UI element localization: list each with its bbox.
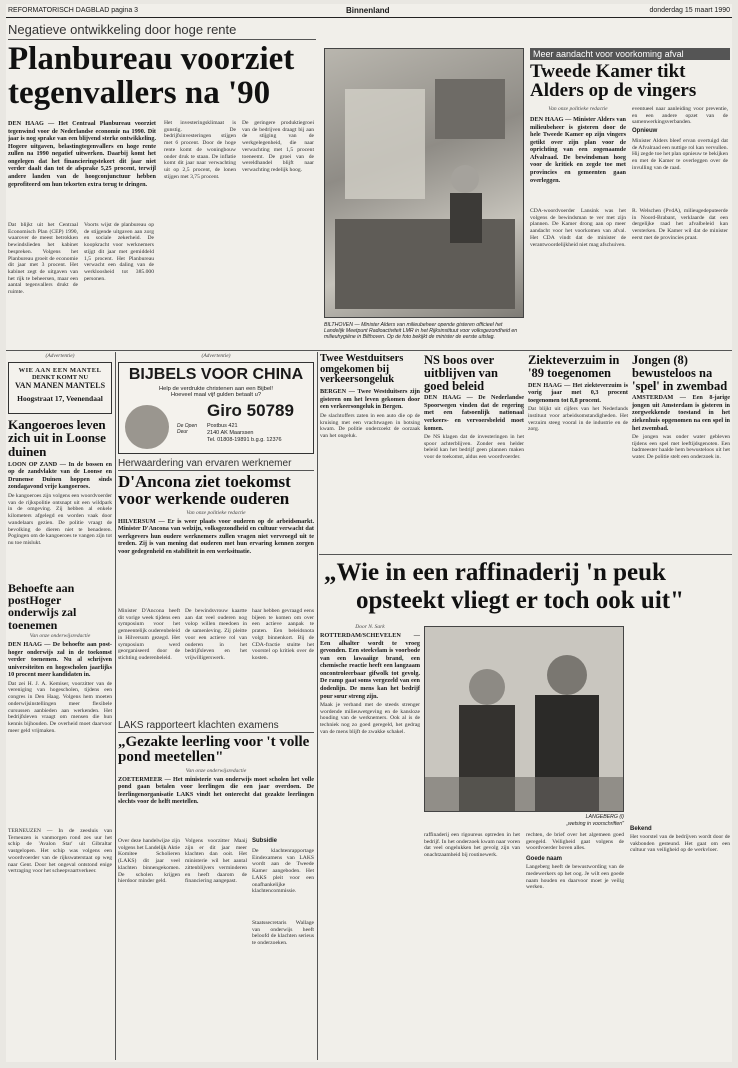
article-planbureau — [8, 22, 316, 344]
article-body: Het voorstel van de bedrijven wordt door de vakbonden gesteund. Het gaat om een cultuur van veiligheid op de werkvloer. — [630, 834, 730, 854]
article-headline: Kangoeroes leven zich uit in Loonse duinen — [8, 418, 106, 459]
article-body-col3: Het investeringsklimaat is gunstig. De bedrijfsinvesteringen stijgen met 6 procent. Door de hoge rente komt de woningbouw onder druk te staan. De inflatie komt dit jaar naar verwachting uit op 2,5 procent, de lonen stijgen met 3,75 procent. — [164, 120, 236, 180]
article-lead: DEN HAAG — Het Centraal Planbureau voorziet tegenwind voor de Nederlandse economie na 1990. Dit jaar is nog sprake van een blijvend sterke ontwikkeling. Hogere uitgaven, belastingtegenvallers en hoge rente zullen na 1990 negatief uitwerken. Daarbij komt het ongelegen dat het financieringstekort dit jaar niet verder daalt dan tot de afsprake 5,25 procent, terwijl andere landen van de hoogconjunctuur hebben geprofiteerd om hun tekorten extra terug te dringen. — [8, 120, 156, 188]
article-headline: Planbureau voorziet — [8, 41, 295, 77]
ad-org-logo: De Open Deur — [177, 423, 198, 435]
ad-address1: Postbus 421 — [207, 423, 238, 429]
article-kangoeroes — [8, 418, 112, 578]
divider — [317, 352, 318, 1060]
ad-title: BIJBELS VOOR CHINA — [128, 366, 304, 383]
article-ns — [424, 354, 524, 550]
divider — [115, 352, 116, 1060]
masthead-paper-name: REFORMATORISCH DAGBLAD pagina 3 — [8, 7, 139, 14]
ad-line2: Hoeveel maal vijf gulden betaalt u? — [170, 392, 262, 398]
article-raffinaderij-headline: „Wie in een raffinaderij 'n peuk — [324, 559, 666, 586]
article-body-col2: eventueel naar aanleiding voor preventie, en een andere opzet van de samenwerkingsverbanden. — [632, 106, 728, 126]
article-body-col2: De bewindsvrouw kaartte aan dat veel ouderen nog volop willen meedoen in de samenleving. Zij pleitte voor een actieve rol van ouderen in het bedrijfsleven en het vrijwilligerswerk. — [185, 608, 247, 661]
article-byline: Van onze politieke redactie — [548, 106, 608, 112]
article-byline: Van onze politieke redactie — [186, 509, 246, 516]
article-lead: DEN HAAG — Het ziekteverzuim is vorig jaar met 0,3 procent toegenomen tot 8,8 procent. — [528, 381, 628, 404]
article-body: De NS klagen dat de investeringen in het spoor achterblijven. Zonder een helder beleid kan het bedrijf geen plannen maken voor de toekomst, aldus een woordvoerder. — [424, 434, 524, 461]
article-body: Dat zei H. J. A. Kemiser, voorzitter van de vereniging van hogescholen, tijdens een congres in Den Haag. Volgens hem moeten onderwijsinstellingen meer flexibele cursussen aanbieden aan werkenden. Het bedrijfsleven vraagt om mensen die hun kennis bijhouden. De overheid moet daarvoor meer geld vrijmaken. — [8, 680, 112, 734]
article-body-col1: CDA-woordvoerder Lansink was het volgens de bewindsman te ver met zijn plannen. De Kamer drong aan op meer aandacht voor het voorkomen van afval. Het CDA vindt dat de minister de verantwoordelijkheid niet mag afschuiven. — [530, 208, 626, 248]
ad-phone: Tel. 01808-19891 b.g.g. 12376 — [207, 437, 282, 443]
article-body-col2b: Minister Alders bleef ervan overtuigd dat de Afvalraad een nuttige rol kan vervullen. Hij zegde toe het plan opnieuw te bekijken en met de Kamer te overleggen over de invulling van de raad. — [632, 138, 728, 171]
ad-line1: Help de verdrukte christenen aan een Bijbel! — [158, 386, 274, 392]
article-headline: Jongen (8) bewusteloos na 'spel' in zwembad — [632, 354, 728, 393]
divider — [6, 350, 732, 351]
article-dancona — [118, 458, 314, 716]
article-body: raffinaderij een rigoureus optreden in het bedrijf. In het onderzoek kwam naar voren dat veel ongelukken het gevolg zijn van onachtzaamheid bij routinewerk. — [424, 832, 520, 859]
article-body-col2: Volgens voorzitter Maaij zijn er dit jaar meer klachten dan ooit. Het ministerie wil het aantal zittenblijvers verminderen en heeft daarom de financiering aangepast. — [185, 838, 247, 885]
ad-manten — [8, 362, 112, 414]
article-body: Maak je verband met de steeds strenger wordende milieuwetgeving en de kansloze houding van de werknemers. Ook al is de techniek nog zo goed geregeld, het gedrag van de mens blijft de zwakke schakel. — [320, 702, 420, 735]
article-body-col2c: R. Welschen (PvdA), milieugedeputeerde in Noord-Brabant, verklaarde dat een dergelijke raad het afvalbeleid kan versterken. De Kamer wil dat de minister eerst met de provincies praat. — [632, 208, 728, 241]
article-headline-line2: tegenvallers na '90 — [8, 74, 271, 111]
article-subheading: Goede naam — [526, 856, 563, 863]
ad-line1: WIE AAN EEN MANTEL — [18, 367, 102, 374]
article-headline: D'Ancona ziet toekomst — [118, 472, 291, 491]
article-lead: ZOETERMEER — Het ministerie van onderwijs moet scholen het volle pond gaan betalen voor leerlingen die een jaar overdoen. De leerlingenorganisatie LAKS vindt het onterecht dat gezakte leerlingen slechts voor de helft meetellen. — [118, 775, 314, 806]
ad-bijbels-china — [118, 362, 314, 454]
article-laks — [118, 720, 314, 1060]
article-kicker: LAKS rapporteert klachten examens — [118, 720, 314, 733]
article-lead: DEN HAAG — De behoefte aan post-hoger onderwijs zal in de toekomst verder toenemen. Nu al schrijven universiteiten en hogescholen jaarlijks 10 procent meer kandidaten in. — [8, 640, 112, 679]
article-byline: Van onze onderwijsredactie — [29, 632, 91, 639]
article-headline: NS boos over uitblijven van goed beleid — [424, 354, 498, 393]
article-body-col1: Minister D'Ancona heeft dit vorige week tijdens een symposium voor het gemeentelijk ouderenbeleid in Hilversum gezegd. Het symposium werd georganiseerd door de stichting ouderenbeleid. — [118, 608, 180, 661]
photo-langeberg — [424, 626, 624, 812]
newspaper-page — [6, 4, 732, 1062]
article-headline: Ziekteverzuim in '89 toegenomen — [528, 354, 620, 380]
article-raffinaderij-headline-line2: opsteekt vliegt er toch ook uit" — [356, 587, 684, 614]
masthead-section: Binnenland — [346, 6, 390, 15]
article-body: De slachtoffers zaten in een auto die op de kruising met een vrachtwagen in botsing kwam. De politie onderzoekt de oorzaak van het ongeluk. — [320, 412, 420, 439]
photo-caption-name: LANGEBERG (l) — [585, 814, 624, 820]
ad-giro: Giro 50789 — [207, 401, 294, 420]
article-subheading: Bekend — [630, 826, 652, 832]
article-tweede-kamer — [530, 48, 730, 378]
article-kicker: Meer aandacht voor voorkoming afval — [530, 48, 730, 60]
article-westduitsers — [320, 354, 420, 550]
ad-line2: DENKT KOMT NU — [31, 374, 89, 381]
article-lead: DEN HAAG — De Nederlandse Spoorwegen vinden dat de regering met een fatsoenlijk nationaal verkeers- en vervoersbeleid moet komen. — [424, 394, 524, 432]
article-headline-line2: Alders op de vingers — [530, 80, 697, 102]
article-body-col3: De klachtenrapportage Eindexamens van LAKS wordt aan de Tweede Kamer aangeboden. Het LAKS pleit voor een onafhankelijke klachtencommissie. — [252, 848, 314, 895]
article-body-col2: Voorts wijst de planbureau op de stijgende uitgaven aan zorg en sociale zekerheid. De koopkracht voor werknemers stijgt dit jaar met gemiddeld 1,5 procent. Het Planbureau verwacht een daling van de werkloosheid tot 385.000 personen. — [84, 222, 154, 282]
article-lead: HILVERSUM — Er is weer plaats voor ouderen op de arbeidsmarkt. Minister D'Ancona van welzijn, volksgezondheid en cultuur verwacht dat werkgevers hun oudere werknemers zullen vragen niet vervroegd uit te treden. Zij is van mening dat ouderen met hun ervaring kennen zorgen voor gedegenheid en stabiliteit in een werksituatie. — [118, 517, 314, 555]
article-lead: BERGEN — Twee Westduitsers zijn gisteren om het leven gekomen door een verkeersongeluk in Bergen. — [320, 388, 420, 411]
article-body: De kangoeroes zijn volgens een woordvoerder van de rijkspolitie ontsnapt uit een wildpark in de omgeving. Zij hebben al enkele kilometers afgelegd en worden vaak door wandelaars gezien. De politie vraagt de bevolking de dieren niet te benaderen. Pogingen om de kangoeroes te vangen zijn tot nu toe mislukt. — [8, 493, 112, 546]
article-headline: Twee Westduitsers omgekomen bij verkeersongeluk — [320, 354, 404, 386]
masthead-date: donderdag 15 maart 1990 — [649, 7, 730, 14]
article-byline: Door N. Sark — [355, 624, 385, 630]
ad-label: (Advertentie) — [201, 353, 231, 359]
ad-address: Hoogstraat 17, Veenendaal — [17, 394, 103, 403]
article-headline: Tweede Kamer tikt — [530, 61, 686, 82]
article-headline: „Gezakte leerling voor 't volle pond meetellen" — [118, 734, 310, 766]
ad-label: (Advertentie) — [45, 353, 75, 359]
article-body-col1: Over deze handelwijze zijn volgens het Landelijk Aktie Komitee Scholieren (LAKS) dit jaar veel klachten binnengekomen. De scholen krijgen hierdoor minder geld. — [118, 838, 180, 885]
article-body-continued: Langeberg heeft de bewustwording van de medewerkers op het oog. Je wilt een goede naam houden en daarvoor moet je veilig werken. — [526, 864, 624, 891]
article-lead: AMSTERDAM — Een 8-jarige jongen uit Amsterdam is gisteren in zorgwekkende toestand in het ziekenhuis opgenomen na een spel in het zwembad. — [632, 394, 730, 432]
article-jongen — [632, 354, 730, 550]
photo-caption-bilthoven: BILTHOVEN — Minister Alders van milieubeheer opende gisteren officieel het Landelijk Meetpunt Radioactiviteit LMR in het Rijksinstituut voor volksgezondheid en milieuhygiëne in Bilthoven. Op de foto bekijkt de minister de eerste uitslag. — [324, 322, 518, 341]
article-body: rechten, de brief over het algemeen goed geregeld. Veiligheid gaat volgens de woordvoerder boven alles. — [526, 832, 624, 852]
article-body-col4: De geringere produktiegroei van de bedrijven draagt bij aan de stijging van de werkgelegenheid, die naar verwachting met 1,5 procent toeneemt. De groei van de wereldhandel blijft naar verwachting redelijk hoog. — [242, 120, 314, 173]
article-body-col3: haar hebben gevraagd eens bijeen te komen om over een actieve aanpak te praten. Een beleidsnota volgt binnenkort. Bij de CDA-fractie stuitte het voorstel op kritiek over de kosten. — [252, 608, 314, 661]
article-raffinaderij-col1 — [320, 624, 420, 1060]
article-body-col3b: Staatssecretaris Wallage van onderwijs heeft beloofd de klachten serieus te onderzoeken. — [252, 920, 314, 947]
masthead — [6, 4, 732, 18]
ad-photo-child — [125, 405, 169, 449]
article-raffinaderij-col2 — [424, 832, 520, 1060]
article-ziekteverzuim — [528, 354, 628, 550]
article-body: TERNEUZEN — In de zeesluis van Terneuzen is vanmorgen rond zes uur het schip de 'Avalon Star' uit Gibraltar vastgelopen. Het schip was volgens een woordvoerder van de rijkswaterstaat op weg naar Gent. Door het ongeval ontstond enige vertraging voor het scheepvaartverkeer. — [8, 828, 112, 875]
article-body: Dat blijkt uit cijfers van het Nederlands instituut voor arbeidsomstandigheden. Het verzuim steeg vooral in de industrie en de zorg. — [528, 406, 628, 433]
photo-caption: „wetsing in voorschriften" — [566, 821, 624, 827]
article-kicker: Negatieve ontwikkeling door hoge rente — [8, 22, 316, 40]
article-behoefte — [8, 582, 112, 824]
article-lead: ROTTERDAM/SCHEVELEN — Een alhalter wordt te vroeg gevonden. Een steekvlam is voorbode van een lawaaiige brand, een chemische reactie heeft een langzaam oncontroleerbaar gifwolk tot gevolg. De ramp gaat soms vergezeld van een dodenlijn. De mens kan het bedrijf pour sœur streng zijn. — [320, 632, 420, 700]
ad-line3: VAN MANEN MANTELS — [14, 381, 106, 390]
article-lead: DEN HAAG — Minister Alders van milieubeheer is gisteren door de hele Tweede Kamer op zijn vingers getikt over zijn plan voor de oprichting van een zogenaamde Afvalraad. De bewindsman hoeg voor de kritiek en zegde toe met provincies en gemeenten gaan overleggen. — [530, 116, 626, 184]
article-subheading: Subsidie — [252, 838, 278, 844]
article-body-col1: Dat blijkt uit het Centraal Economisch Plan (CEP) 1990, waarover de meest betrokken bewindslieden het kabinet bespreken. Volgens het Planbureau groeit de economie dit jaar met 3 procent. Het kabinet zegt de uitgaven van het rijk te beheersen, maar een aantal tegenvallers drukt de ruimte. — [8, 222, 78, 296]
article-headline-line2: voor werkende ouderen — [118, 489, 290, 509]
article-subheading: Opnieuw — [632, 128, 658, 134]
article-kicker: Herwaardering van ervaren werknemer — [118, 458, 314, 471]
article-byline: Van onze onderwijsredactie — [185, 767, 247, 774]
article-raffinaderij-col3 — [526, 832, 624, 1060]
article-headline: Behoefte aan postHoger onderwijs zal toenemen — [8, 582, 77, 632]
photo-illustration — [325, 49, 524, 318]
divider — [319, 554, 732, 555]
photo-illustration — [425, 627, 624, 812]
article-raffinaderij-col4 — [630, 626, 730, 1060]
article-terneuzen — [8, 828, 112, 1058]
article-body: De jongen was onder water gebleven tijdens een spel met leeftijdsgenoten. Een badmeester haalde hem bewusteloos uit het water. De politie stelt een onderzoek in. — [632, 434, 730, 461]
article-lead: LOON OP ZAND — In de bossen en op de zandvlakte van de Loonse en Drunense Duinen hoppen sinds zondagavond vrije kangoeroes. — [8, 460, 112, 491]
photo-lab-minister — [324, 48, 524, 318]
ad-address2: 2140 AK Maarssen — [207, 430, 254, 436]
